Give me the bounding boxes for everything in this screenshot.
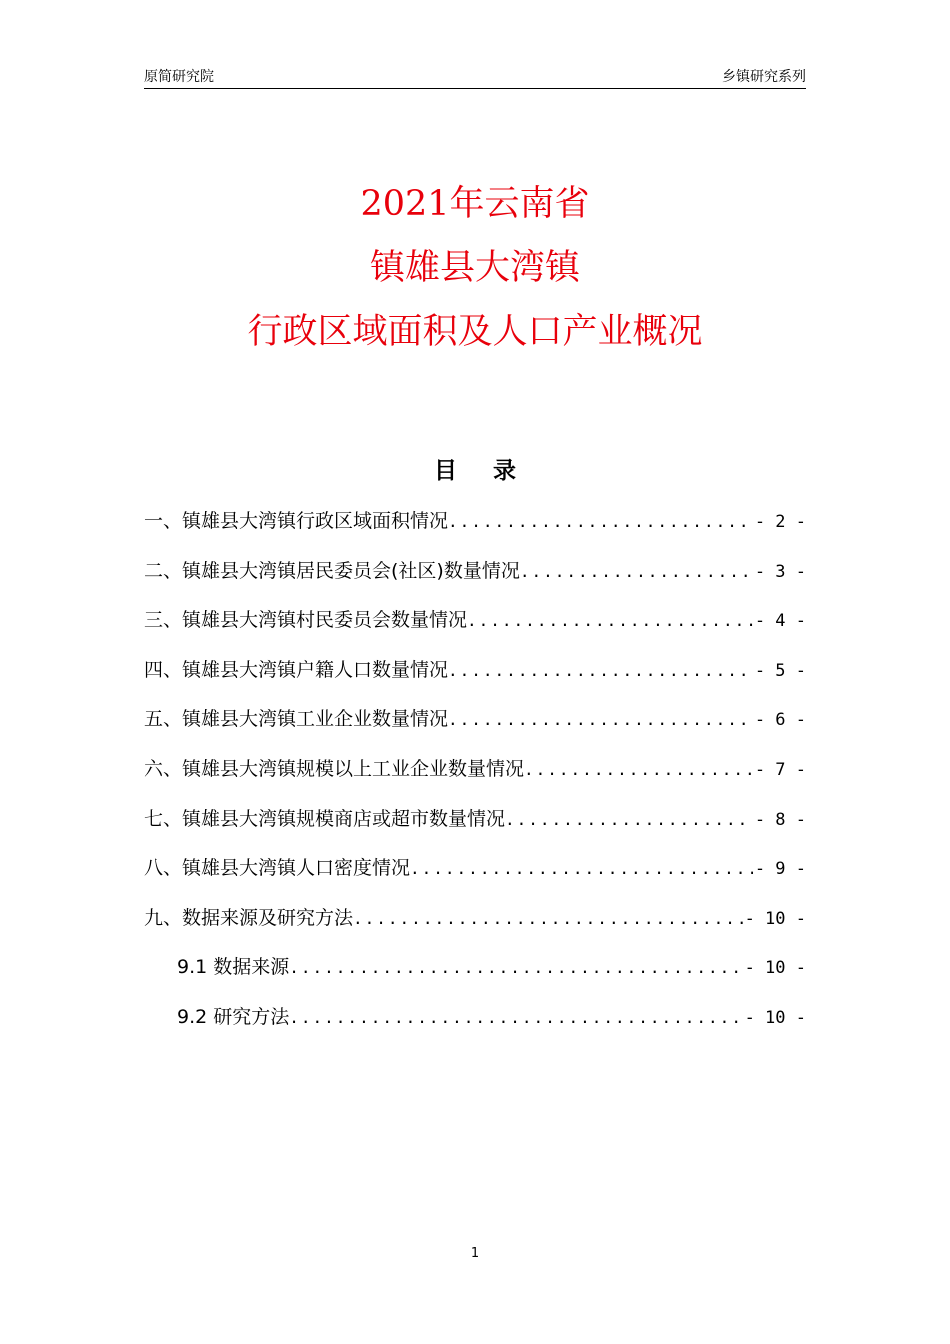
- toc-item-label: 八、镇雄县大湾镇人口密度情况: [144, 857, 411, 880]
- toc-item[interactable]: [144, 903, 806, 953]
- toc-item-label: 一、镇雄县大湾镇行政区域面积情况: [144, 510, 449, 532]
- toc-leader-dots: [448, 512, 753, 531]
- toc-leader-dots: [505, 810, 753, 829]
- toc-item-page: - 9 -: [754, 859, 806, 880]
- header-publisher: 原简研究院: [144, 69, 214, 85]
- title-line-county-town: 镇雄县大湾镇: [369, 248, 580, 288]
- toc-subitem-page: - 10 -: [744, 1007, 806, 1028]
- page-header: [144, 66, 806, 89]
- toc-item-label: 七、镇雄县大湾镇规模商店或超市数量情况: [144, 807, 506, 830]
- toc-leader-dots: [448, 661, 753, 680]
- toc-leader-dots: [467, 611, 753, 630]
- toc-subitem[interactable]: [144, 952, 806, 1002]
- toc-item-page: - 8 -: [754, 809, 806, 830]
- toc-subitem-page: - 10 -: [744, 958, 806, 979]
- toc-item-label: 二、镇雄县大湾镇居民委员会(社区)数量情况: [144, 559, 520, 582]
- toc-subitem-label: 9.2 研究方法: [177, 1005, 290, 1028]
- toc-item-page: - 3 -: [754, 561, 806, 582]
- toc-item[interactable]: [144, 506, 806, 556]
- toc-heading: 目 录: [433, 458, 530, 484]
- toc-item-page: - 4 -: [754, 611, 806, 632]
- toc-item-label: 六、镇雄县大湾镇规模以上工业企业数量情况: [144, 757, 525, 780]
- title-line-year-province: 2021年云南省: [360, 184, 590, 224]
- toc-item-label: 四、镇雄县大湾镇户籍人口数量情况: [144, 658, 449, 681]
- toc-item[interactable]: [144, 704, 806, 754]
- page-number: 1: [470, 1246, 480, 1261]
- table-of-contents: [144, 506, 806, 1052]
- toc-leader-dots: [289, 958, 742, 977]
- toc-item-page: - 6 -: [754, 710, 806, 731]
- toc-item[interactable]: [144, 853, 806, 903]
- toc-leader-dots: [410, 859, 753, 878]
- toc-item[interactable]: [144, 754, 806, 804]
- title-line-subject: 行政区域面积及人口产业概况: [247, 312, 703, 352]
- toc-item-page: - 5 -: [754, 660, 806, 681]
- toc-subitem-label: 9.1 数据来源: [177, 956, 290, 979]
- toc-item[interactable]: [144, 556, 806, 606]
- toc-item-page: - 7 -: [754, 759, 806, 780]
- toc-subitem[interactable]: [144, 1002, 806, 1052]
- toc-leader-dots: [289, 1008, 742, 1027]
- toc-item-page: - 10 -: [744, 908, 806, 929]
- toc-item-label: 三、镇雄县大湾镇村民委员会数量情况: [144, 609, 468, 632]
- toc-item[interactable]: [144, 605, 806, 655]
- document-title: [0, 172, 950, 364]
- toc-leader-dots: [520, 562, 753, 581]
- toc-item-page: - 2 -: [754, 512, 806, 532]
- toc-leader-dots: [448, 710, 753, 729]
- toc-item[interactable]: [144, 655, 806, 705]
- toc-item[interactable]: [144, 804, 806, 854]
- toc-leader-dots: [353, 909, 743, 928]
- toc-item-label: 五、镇雄县大湾镇工业企业数量情况: [144, 708, 449, 731]
- header-series: 乡镇研究系列: [722, 69, 806, 85]
- toc-item-label: 九、数据来源及研究方法: [144, 906, 354, 929]
- toc-leader-dots: [524, 760, 753, 779]
